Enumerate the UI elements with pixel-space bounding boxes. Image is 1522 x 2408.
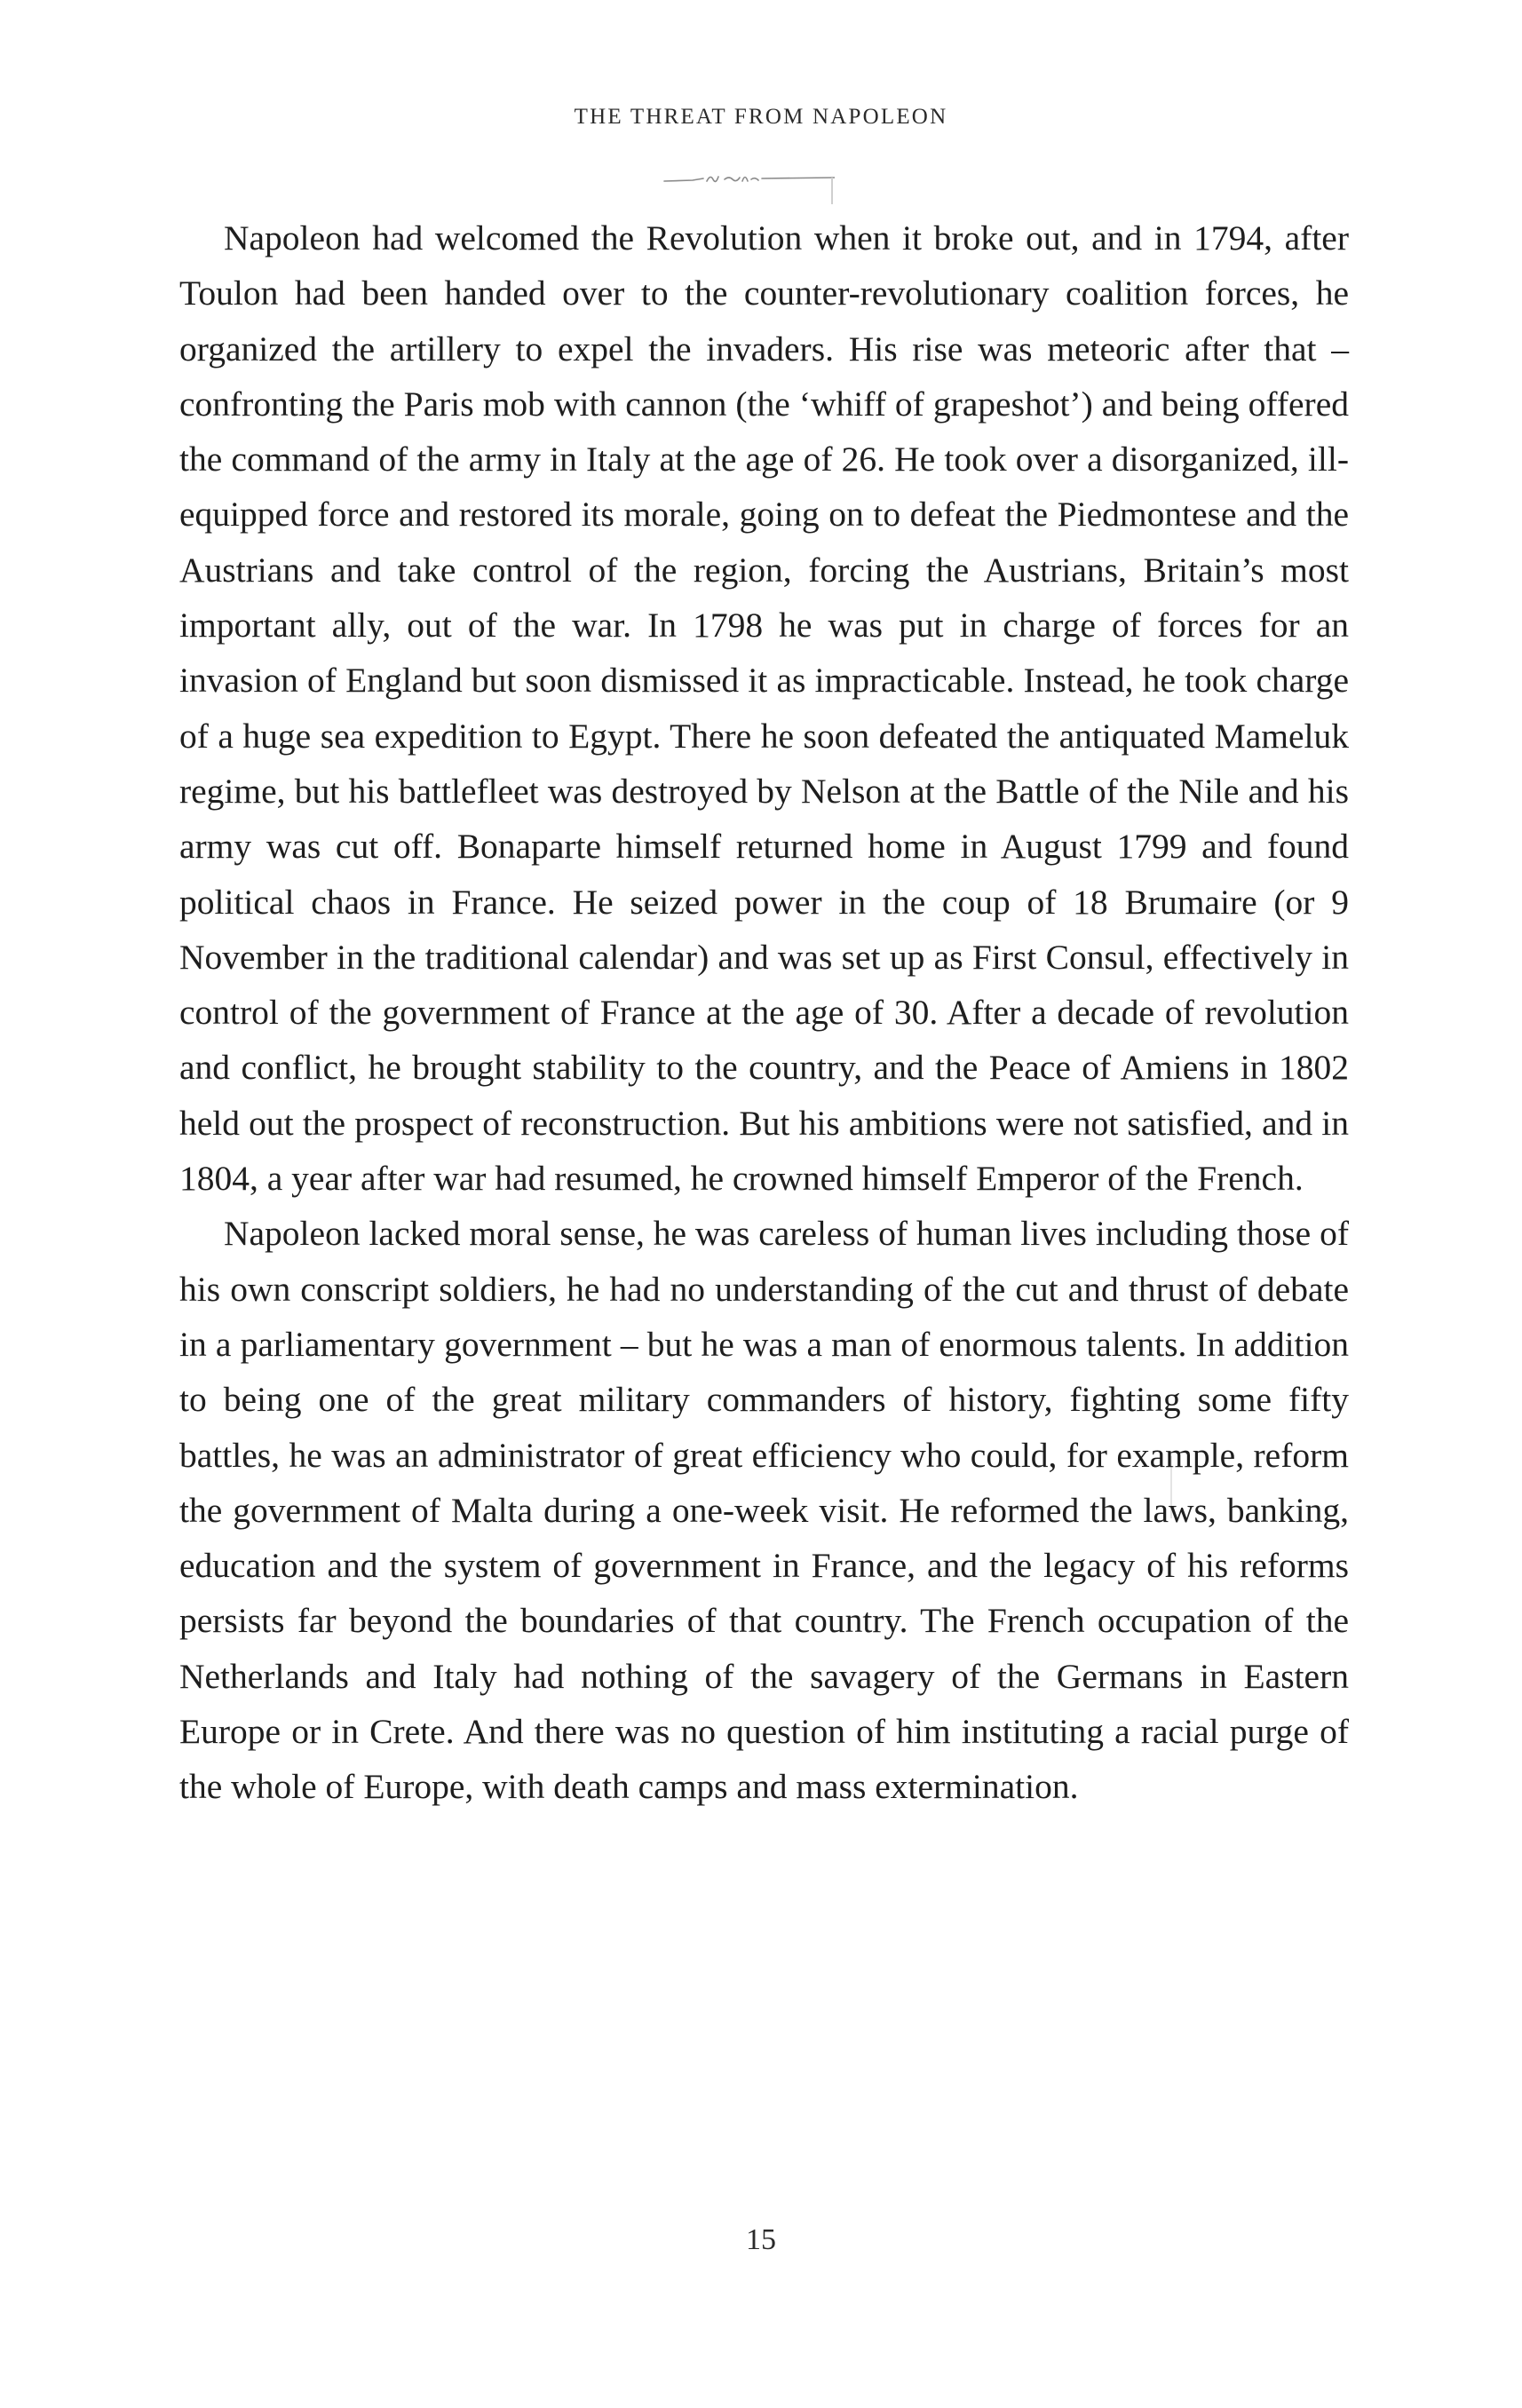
paragraph: Napoleon lacked moral sense, he was careless of human lives including those of his own conscript soldiers, he had no understanding of the cut and thrust of debate in a parliamentary government – but he was a man of enormous talents. In addition to being one of the great military commanders of history, fighting some fifty battles, he was an administrator of great efficiency who could, for example, reform the government of Malta during a one-week visit. He reformed the laws, banking, education and the system of government in France, and the legacy of his reforms persists far beyond the boundaries of that country. The French occupation of the Netherlands and Italy had nothing of the savagery of the Germans in Eastern Europe or in Crete. And there was no question of him instituting a racial purge of the whole of Europe, with death camps and mass extermination.	[179, 1214, 1349, 1807]
running-head: THE THREAT FROM NAPOLEON	[574, 105, 948, 129]
page-number: 15	[746, 2223, 776, 2256]
handwritten-mark	[657, 169, 835, 190]
paragraph: Napoleon had welcomed the Revolution when it broke out, and in 1794, after Toulon had been handed over to the counter-revolutionary coalition forces, he organized the artillery to expel the invaders. His rise was meteoric after that – confronting the Paris mob with cannon (the ‘whiff of grapeshot’) and being offered the command of the army in Italy at the age of 26. He took over a disorganized, ill-equipped force and restored its morale, going on to defeat the Piedmontese and the Austrians and take control of the region, forcing the Austrians, Britain’s most important ally, out of the war. In 1798 he was put in charge of forces for an invasion of England but soon dismissed it as impracticable. Instead, he took charge of a huge sea expedition to Egypt. There he soon defeated the antiquated Mameluk regime, but his battlefleet was destroyed by Nelson at the Battle of the Nile and his army was cut off. Bonaparte himself returned home in August 1799 and found political chaos in France. He seized power in the coup of 18 Brumaire (or 9 November in the traditional calendar) and was set up as First Consul, effectively in control of the government of France at the age of 30. After a decade of revolution and conflict, he brought stability to the country, and the Peace of Amiens in 1802 held out the prospect of reconstruction. But his ambitions were not satisfied, and in 1804, a year after war had resumed, he crowned himself Emperor of the French.	[179, 218, 1349, 1199]
scan-mark	[831, 178, 833, 204]
body-text	[179, 210, 1349, 1815]
